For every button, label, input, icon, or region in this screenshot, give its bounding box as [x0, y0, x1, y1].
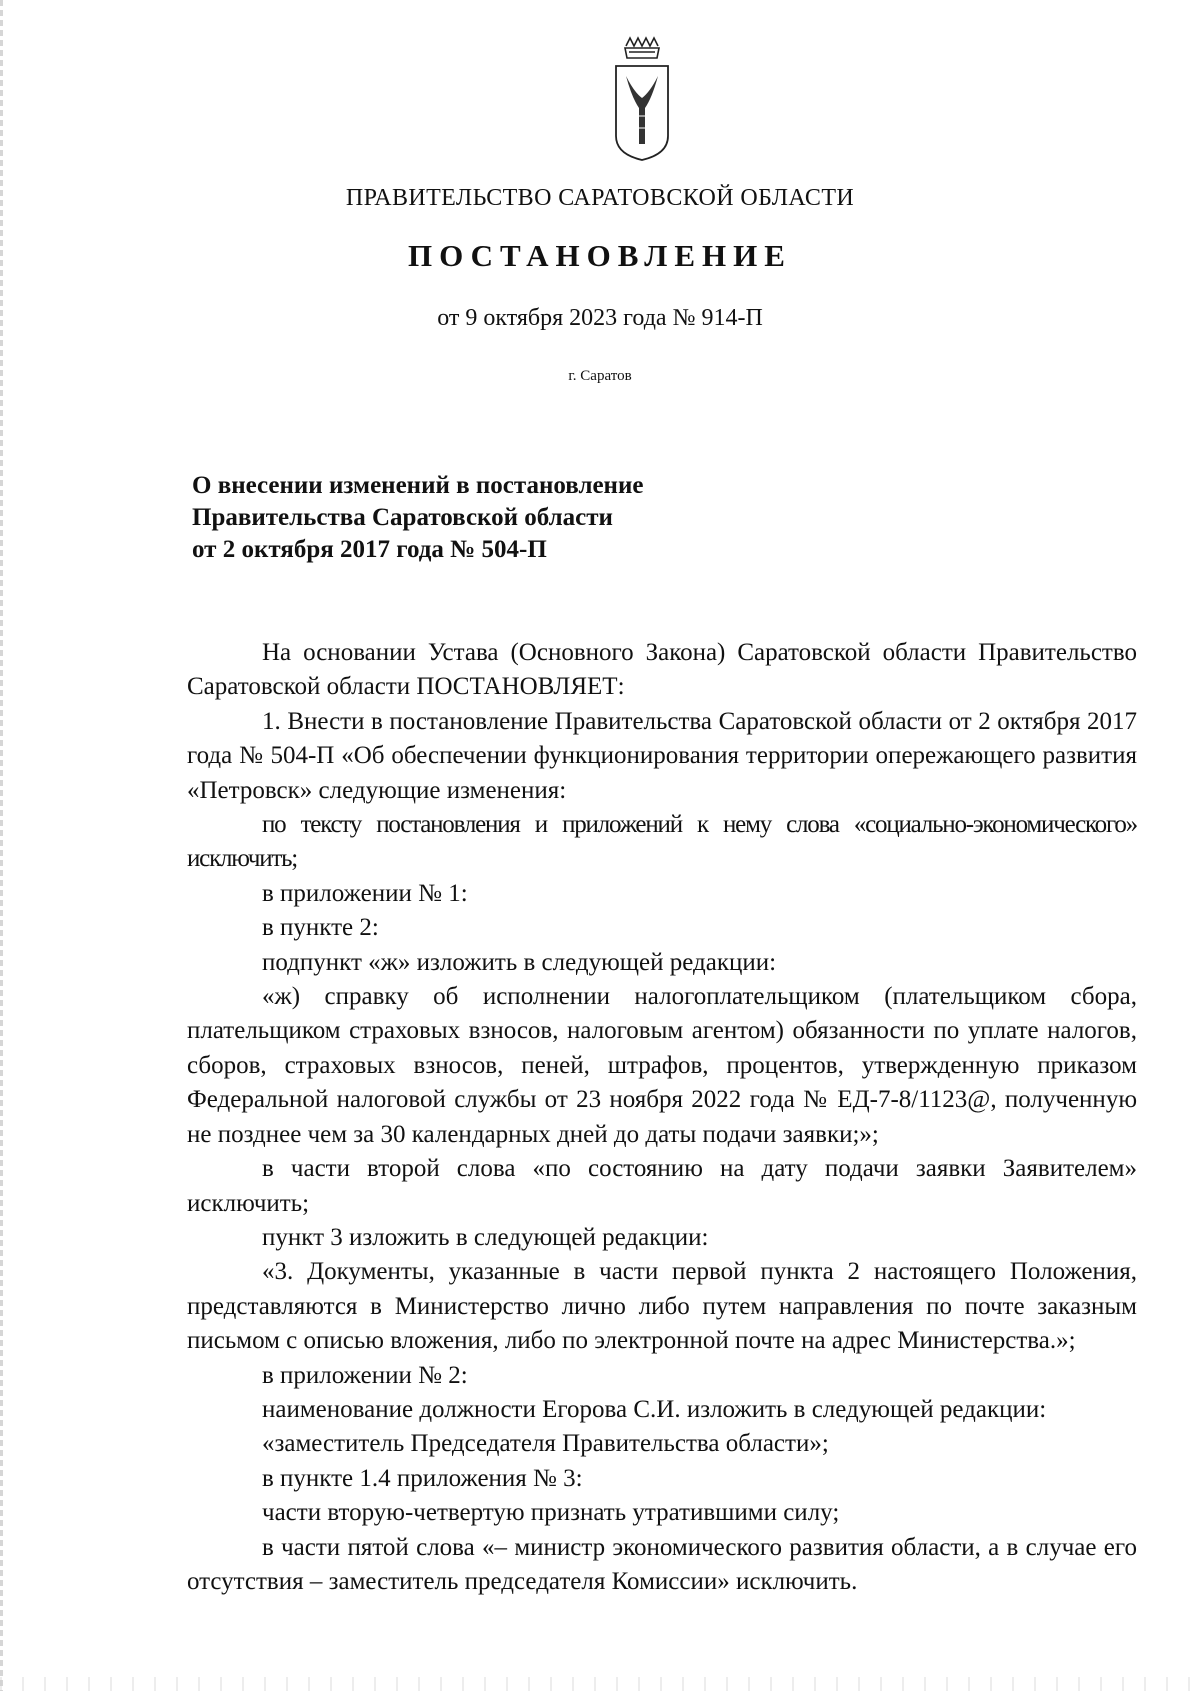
- subject-line: Правительства Саратовской области: [192, 504, 613, 531]
- body-paragraph: «заместитель Председателя Правительства области»;: [262, 1430, 829, 1458]
- document-type: ПОСТАНОВЛЕНИЕ: [408, 238, 792, 273]
- body-paragraph: в части второй слова «по состоянию на дату подачи заявки Заявителем» исключить;: [187, 1155, 1137, 1217]
- body-paragraph: по тексту постановления и приложений к нему слова «социально-экономического» исключить;: [187, 811, 1137, 873]
- document-subject: [192, 470, 643, 566]
- body-paragraph: подпункт «ж» изложить в следующей редакции:: [262, 948, 777, 976]
- body-paragraph: части вторую-четвертую признать утратившими силу;: [262, 1499, 840, 1527]
- document-body: [187, 636, 1137, 1599]
- body-paragraph: 1. Внести в постановление Правительства Саратовской области от 2 октября 2017 года № 504-П «Об обеспечении функционирования территории опережающего развития «Петровск» следующие изменения:: [187, 707, 1137, 804]
- organization-name: ПРАВИТЕЛЬСТВО САРАТОВСКОЙ ОБЛАСТИ: [345, 185, 855, 211]
- body-paragraph: пункт 3 изложить в следующей редакции:: [262, 1223, 709, 1251]
- body-paragraph: в приложении № 2:: [262, 1361, 468, 1389]
- body-paragraph: «ж) справку об исполнении налогоплательщиком (плательщиком сбора, плательщиком страховых взносов, налоговым агентом) обязанности по уплате налогов, сборов, страховых взносов, пеней, штрафов, процентов, утвержденную приказом Федеральной налоговой службы от 23 ноября 2022 года № ЕД-7-8/1123@, полученную не позднее чем за 30 календарных дней до даты подачи заявки;»;: [187, 983, 1137, 1148]
- body-paragraph: в приложении № 1:: [262, 879, 468, 907]
- coat-of-arms-icon: [612, 36, 672, 166]
- body-paragraph: в части пятой слова «– министр экономического развития области, а в случае его отсутствия – заместитель председателя Комиссии» исключить.: [187, 1533, 1137, 1595]
- body-paragraph: «3. Документы, указанные в части первой пункта 2 настоящего Положения, представляются в Министерство лично либо путем направления по почте заказным письмом с описью вложения, либо по электронной почте на адрес Министерства.»;: [187, 1258, 1137, 1355]
- body-paragraph: в пункте 2:: [262, 914, 379, 942]
- body-paragraph: наименование должности Егорова С.И. изложить в следующей редакции:: [262, 1395, 1047, 1423]
- scan-artifact: [0, 1677, 1200, 1691]
- body-paragraph: На основании Устава (Основного Закона) Саратовской области Правительство Саратовской области ПОСТАНОВЛЯЕТ:: [187, 639, 1137, 701]
- body-paragraph: в пункте 1.4 приложения № 3:: [262, 1464, 583, 1492]
- document-city: г. Саратов: [568, 368, 632, 384]
- subject-line: О внесении изменений в постановление: [192, 472, 644, 499]
- document-date-number: от 9 октября 2023 года № 914-П: [437, 305, 763, 331]
- subject-line: от 2 октября 2017 года № 504-П: [192, 536, 547, 563]
